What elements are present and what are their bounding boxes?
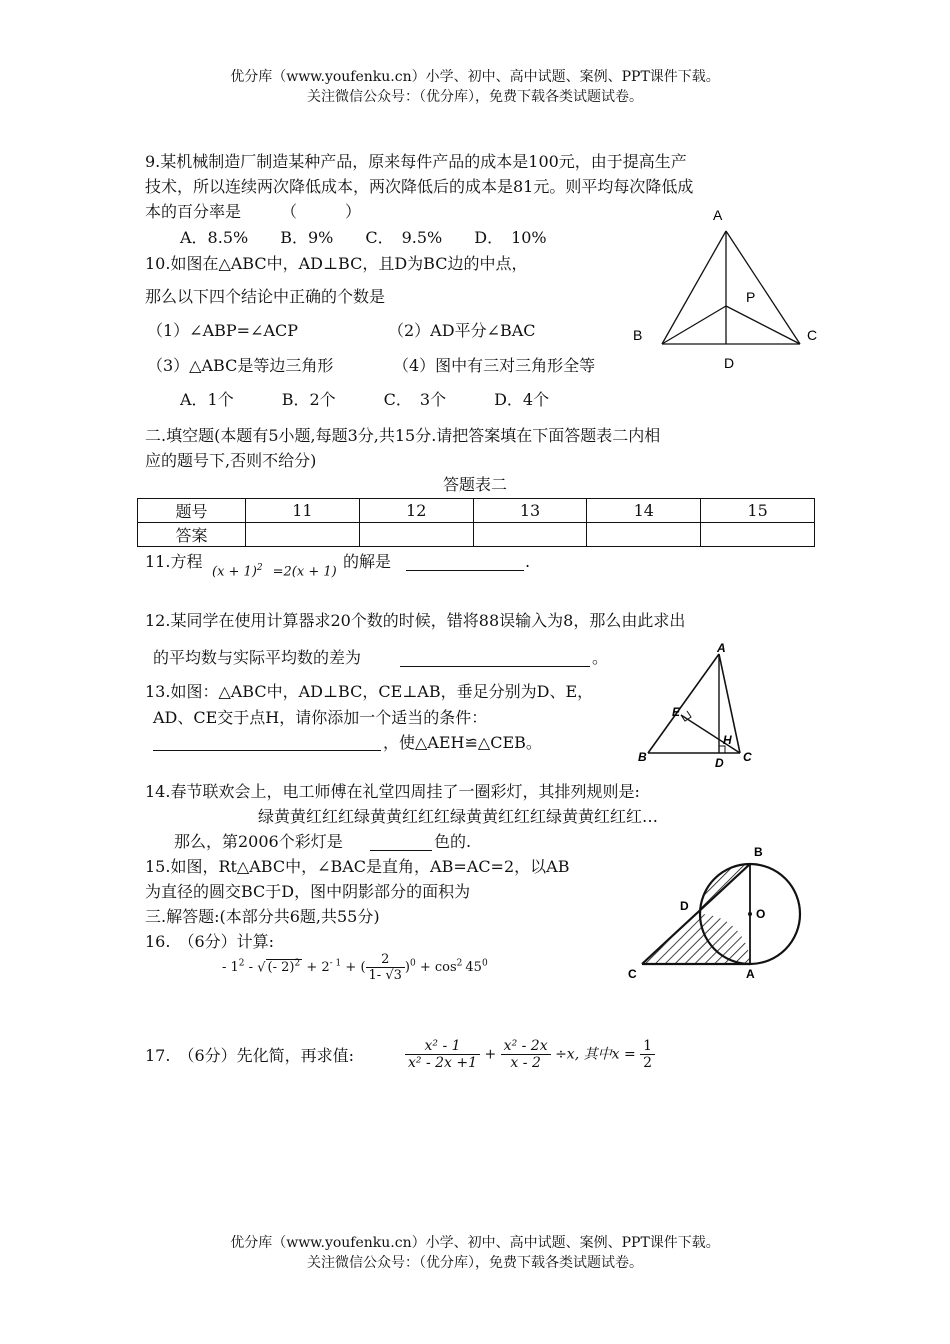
q13-line-2: AD、CE交于点H，请你添加一个适当的条件：	[153, 708, 488, 727]
answer-table-header-row	[138, 499, 815, 523]
header-line-2: 关注微信公众号：（优分库），免费下载各类试题试卷。	[307, 89, 643, 105]
q12-answer-blank[interactable]	[400, 650, 590, 667]
q17-tail: ÷x, 其中x =	[555, 1046, 636, 1063]
q10-line-1: 10.如图在△ABC中，AD⊥BC，且D为BC边的中点，	[145, 254, 528, 273]
table-header-number: 15	[701, 499, 815, 523]
q17-fraction-1-numerator: x² - 1	[405, 1038, 480, 1055]
q17-fraction-2-numerator: x² - 2x	[501, 1038, 551, 1055]
q12-line-2: 的平均数与实际平均数的差为	[153, 648, 362, 667]
q16-term-3: + 2	[306, 960, 330, 975]
q16-term-5-arg: 45	[465, 960, 482, 975]
header-line-1: 优分库（www.youfenku.cn）小学、初中、高中试题、案例、PPT课件下载。	[230, 69, 720, 85]
q10-conclusion-1: （1）∠ABP=∠ACP	[147, 321, 299, 340]
q9-line-2: 技术，所以连续两次降低成本，两次降低后的成本是81元。则平均每次降低成	[145, 177, 694, 196]
q17-fraction-1-denominator: x² - 2x +1	[408, 1055, 478, 1071]
q17-value-fraction	[640, 1038, 655, 1071]
q16-den-part: 1-	[368, 968, 386, 983]
q16-sqrt: √ (- 2)$^2$	[257, 958, 301, 975]
q15-line-1: 15.如图，Rt△ABC中，∠BAC是直角，AB=AC=2，以AB	[145, 857, 570, 876]
answer-cell-13[interactable]	[473, 523, 587, 547]
q15-label-c: C	[628, 967, 637, 980]
q11-eq-right: =2(x + 1)	[272, 564, 337, 580]
q16-term-1: - 1	[222, 960, 239, 975]
q15-label-a: A	[746, 967, 755, 980]
section2-line-2: 应的题号下,否则不给分)	[145, 451, 317, 470]
q11-eq-left: (x + 1)	[212, 564, 257, 580]
q15-line-2: 为直径的圆交BC于D，图中阴影部分的面积为	[145, 882, 471, 901]
section2-line-1: 二.填空题(本题有5小题,每题3分,共15分.请把答案填在下面答题表二内相	[145, 426, 661, 445]
q16-den-radicand: 3	[393, 968, 402, 983]
q13-label-d: D	[715, 756, 724, 770]
q16-fraction	[366, 952, 405, 983]
q15-label-d: D	[680, 899, 689, 913]
q12-line-1: 12.某同学在使用计算器求20个数的时候，错将88误输入为8，那么由此求出	[145, 611, 686, 630]
q17-plus: +	[484, 1046, 497, 1063]
q16-expression	[222, 952, 488, 983]
q16-label: 16. （6分）计算:	[145, 932, 275, 951]
q15-circle-figure	[620, 840, 810, 980]
q14-answer-blank[interactable]	[370, 834, 432, 851]
q17-fraction-1	[405, 1038, 480, 1071]
q13-label-a: A	[717, 641, 726, 655]
q16-term-4-exp: 0	[409, 958, 416, 969]
q13-line-1: 13.如图：△ABC中，AD⊥BC，CE⊥AB，垂足分别为D、E，	[145, 682, 594, 701]
table-answer-label: 答案	[138, 523, 246, 547]
q14-line-1: 14.春节联欢会上，电工师傅在礼堂四周挂了一圈彩灯，其排列规则是:	[145, 782, 640, 801]
q11-answer-blank[interactable]	[406, 554, 524, 571]
q9-options: A．8.5% B．9% C． 9.5% D． 10%	[180, 228, 547, 247]
q17-label: 17. （6分）先化简，再求值:	[145, 1046, 355, 1065]
q13-label-e: E	[672, 705, 681, 719]
q10-conclusion-4: （4）图中有三对三角形全等	[393, 356, 596, 375]
q12-end: 。	[592, 648, 609, 667]
q11-equation	[212, 563, 337, 579]
answer-table-answer-row	[138, 523, 815, 547]
q11-prefix: 11.方程	[145, 552, 203, 571]
q15-label-o: O	[756, 907, 766, 921]
q10-options: A．1个 B．2个 C． 3个 D．4个	[180, 390, 550, 409]
q10-label-b: B	[633, 327, 643, 343]
q9-line-3: 本的百分率是 （ ）	[145, 202, 362, 221]
q10-label-p: P	[746, 289, 756, 305]
q11-end: .	[525, 552, 531, 571]
q16-fraction-denominator: 1- √3	[368, 968, 402, 983]
answer-cell-11[interactable]	[246, 523, 360, 547]
q10-conclusion-2: （2）AD平分∠BAC	[388, 321, 536, 340]
q16-term-4-open: + (	[345, 960, 366, 975]
answer-table	[137, 498, 815, 547]
q17-fraction-2	[501, 1038, 551, 1071]
q14-line-2: 绿黄黄红红红绿黄黄红红红绿黄黄红红红绿黄黄红红红…	[258, 807, 659, 826]
answer-cell-12[interactable]	[359, 523, 473, 547]
q13-triangle-figure	[630, 640, 760, 770]
q16-term-5: + cos	[419, 960, 457, 975]
q16-term-5-deg: 0	[481, 958, 488, 969]
q11-suffix: 的解是	[343, 552, 392, 571]
q16-term-5-exp: 2	[456, 958, 463, 969]
q13-answer-blank[interactable]	[153, 734, 381, 751]
q16-term-3-exp: - 1	[329, 958, 342, 969]
answer-table-title: 答题表二	[442, 475, 507, 494]
q16-fraction-numerator: 2	[366, 952, 405, 968]
q10-label-d: D	[724, 355, 735, 371]
footer-line-1: 优分库（www.youfenku.cn）小学、初中、高中试题、案例、PPT课件下载。	[230, 1235, 720, 1251]
q14-line-3b: 色的.	[434, 832, 472, 851]
q13-label-c: C	[743, 750, 752, 764]
q15-label-b: B	[754, 845, 763, 859]
q16-minus: -	[248, 960, 254, 975]
q13-label-h: H	[723, 733, 732, 747]
table-header-number: 12	[359, 499, 473, 523]
table-header-label: 题号	[138, 499, 246, 523]
q17-value-numerator: 1	[640, 1038, 655, 1055]
q17-expression	[405, 1038, 655, 1071]
answer-cell-15[interactable]	[701, 523, 815, 547]
q10-conclusion-3: （3）△ABC是等边三角形	[147, 356, 334, 375]
table-header-number: 13	[473, 499, 587, 523]
q13-line-3: ，使△AEH≌△CEB。	[383, 733, 542, 752]
q10-line-2: 那么以下四个结论中正确的个数是	[145, 287, 386, 306]
q10-label-c: C	[807, 327, 818, 343]
q16-term-1-exp: 2	[238, 958, 245, 969]
q17-value-denominator: 2	[643, 1055, 653, 1071]
q14-line-3a: 那么，第2006个彩灯是	[174, 832, 343, 851]
footer-line-2: 关注微信公众号：（优分库），免费下载各类试题试卷。	[307, 1255, 643, 1271]
answer-cell-14[interactable]	[587, 523, 701, 547]
q17-fraction-2-denominator: x - 2	[510, 1055, 541, 1071]
q9-line-1: 9.某机械制造厂制造某种产品，原来每件产品的成本是100元，由于提高生产	[145, 152, 687, 171]
q10-triangle-figure	[625, 205, 825, 375]
q16-sqrt-exp: 2	[294, 958, 301, 969]
q13-label-b: B	[638, 750, 647, 764]
table-header-number: 11	[246, 499, 360, 523]
section3-title: 三.解答题:(本部分共6题,共55分)	[145, 907, 380, 926]
table-header-number: 14	[587, 499, 701, 523]
q16-term-4-close: )	[404, 960, 410, 975]
q11-eq-exp: 2	[256, 563, 263, 573]
q16-sqrt-radicand: (- 2)	[267, 960, 295, 975]
q10-label-a: A	[713, 207, 723, 223]
